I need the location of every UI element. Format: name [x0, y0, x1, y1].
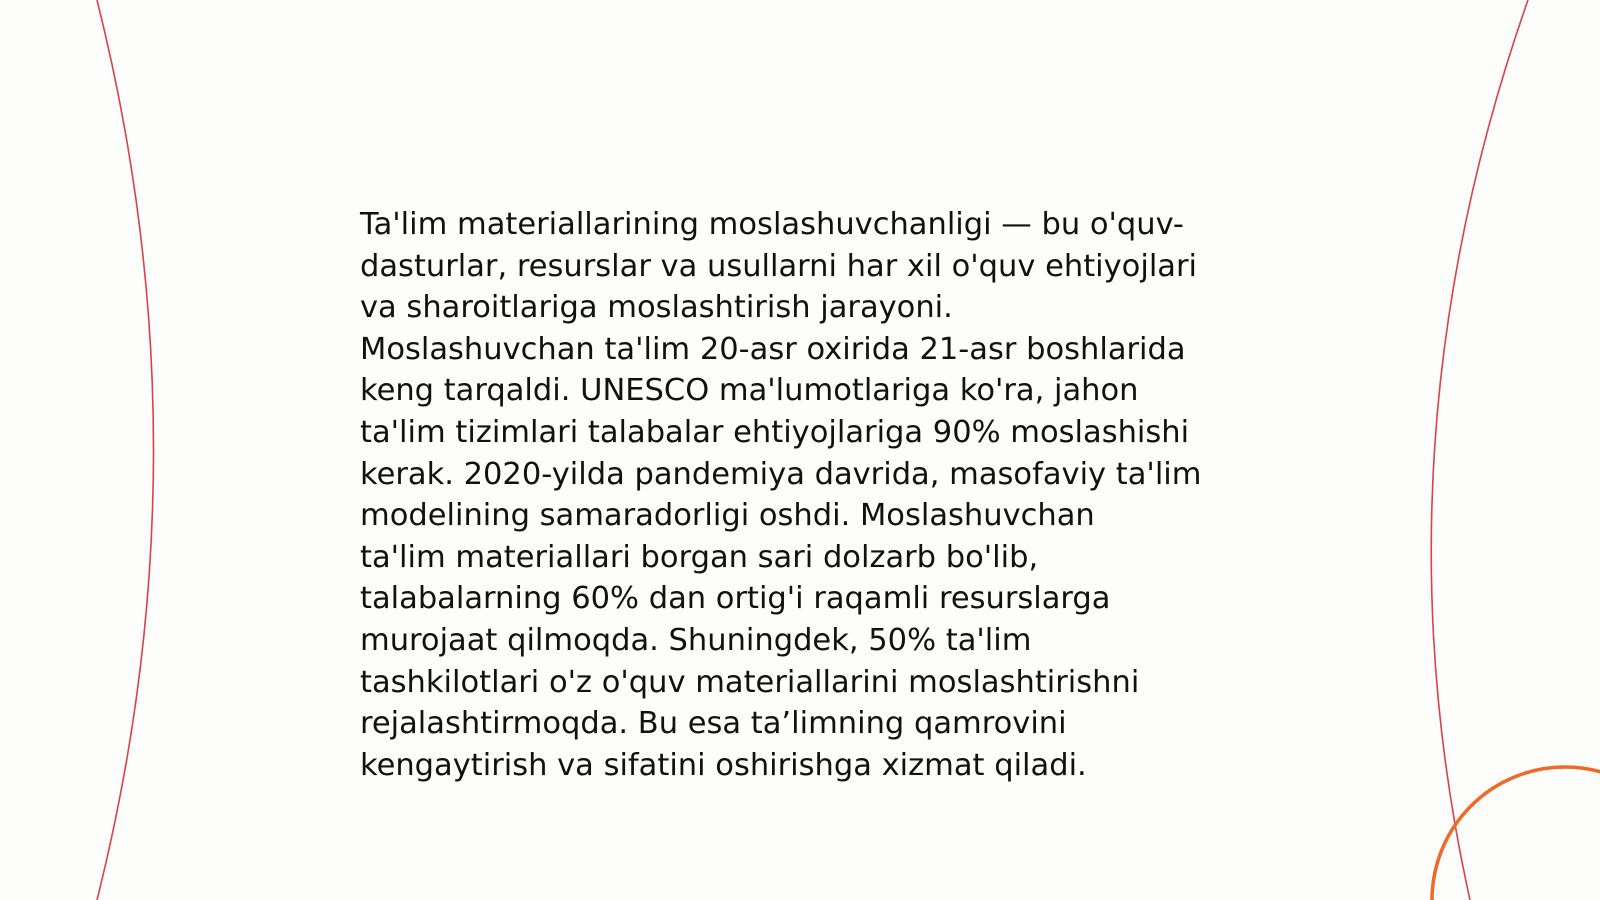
paragraph-line: rejalashtirmoqda. Bu esa ta’limning qamrovini [360, 706, 1067, 742]
paragraph-line: kengaytirish va sifatini oshirishga xizmat qiladi. [360, 747, 1087, 783]
paragraph-line: murojaat qilmoqda. Shuningdek, 50% ta'lim [360, 622, 1032, 658]
paragraph-line: dasturlar, resurslar va usullarni har xil o'quv ehtiyojlari [360, 248, 1197, 284]
paragraph-line: tashkilotlari o'z o'quv materiallarini moslashtirishni [360, 664, 1140, 700]
paragraph-line: talabalarning 60% dan ortig'i raqamli resurslarga [360, 581, 1111, 617]
paragraph-line: ta'lim materiallari borgan sari dolzarb bo'lib, [360, 539, 1039, 575]
paragraph-line: keng tarqaldi. UNESCO ma'lumotlariga ko'ra, jahon [360, 373, 1139, 409]
paragraph-line: kerak. 2020-yilda pandemiya davrida, masofaviy ta'lim [360, 456, 1202, 492]
paragraph-line: modelining samaradorligi oshdi. Moslashuvchan [360, 498, 1095, 534]
paragraph-line: Moslashuvchan ta'lim 20-asr oxirida 21-asr boshlarida [360, 331, 1186, 367]
paragraph-line: ta'lim tizimlari talabalar ehtiyojlariga 90% moslashishi [360, 414, 1190, 450]
paragraph-line: va sharoitlariga moslashtirish jarayoni. [360, 290, 953, 326]
paragraph-line: Ta'lim materiallarining moslashuvchanligi — bu o'quv- [360, 207, 1184, 242]
body-paragraph [360, 204, 1260, 786]
right-curve-line [1431, 0, 1528, 900]
left-curve-line [97, 0, 154, 900]
